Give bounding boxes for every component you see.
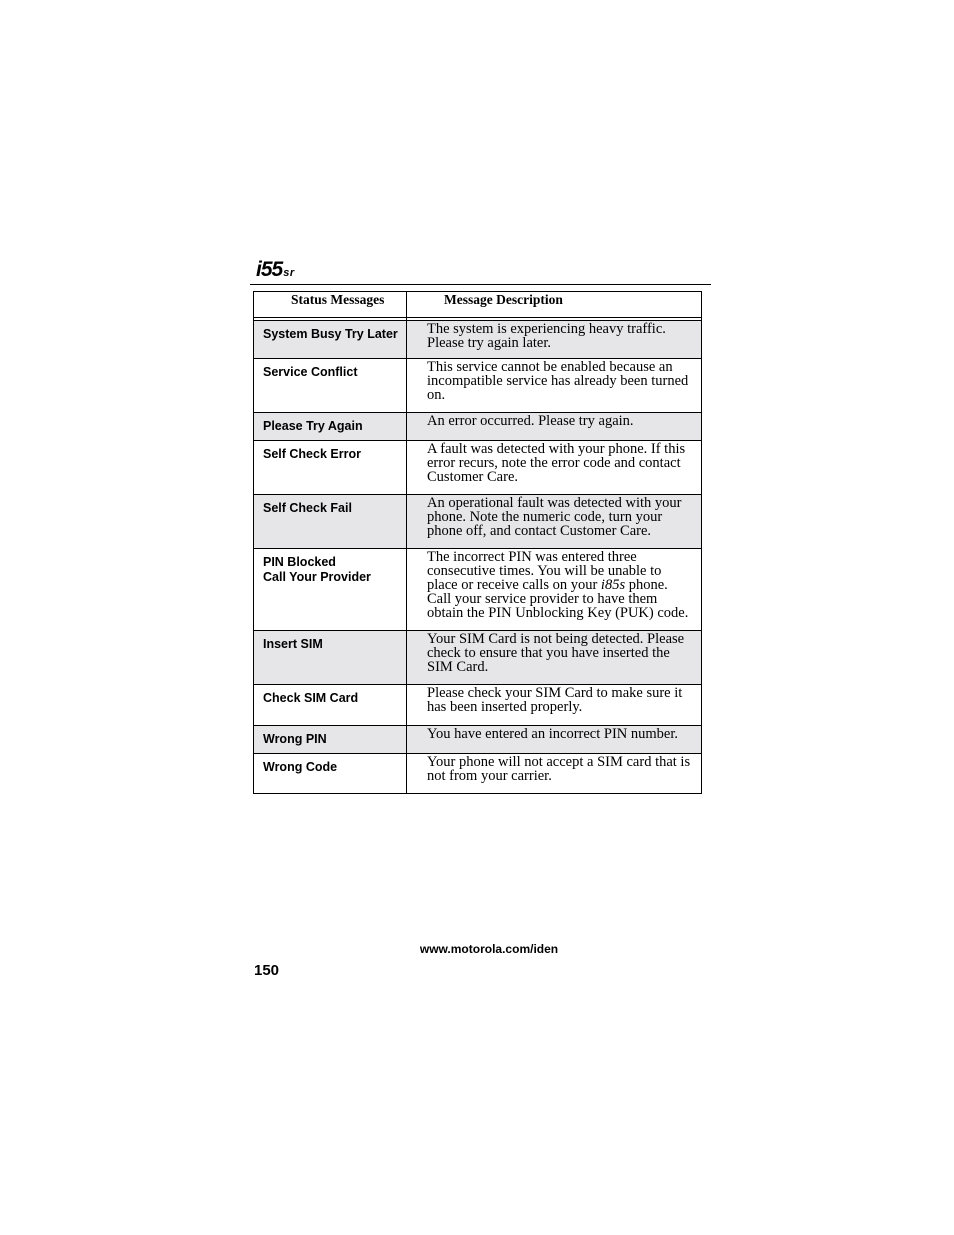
status-message-name — [254, 413, 407, 441]
status-message-name — [254, 359, 407, 413]
status-message-line: Service Conflict — [263, 365, 358, 379]
status-message-name — [254, 726, 407, 754]
description-text: The incorrect PIN was entered three consecutive times. You will be unable to place or receive calls on your — [427, 549, 662, 593]
table-row — [254, 321, 702, 359]
status-message-name — [254, 754, 407, 794]
logo-suffix: sr — [283, 267, 295, 279]
message-description: The system is experiencing heavy traffic. Please try again later. — [407, 321, 702, 359]
status-message-name — [254, 495, 407, 549]
status-message-line: Self Check Error — [263, 447, 361, 461]
header-rule — [250, 284, 711, 285]
status-message-line: Insert SIM — [263, 637, 323, 651]
table-row — [254, 549, 702, 631]
status-messages-table — [253, 291, 702, 794]
status-message-line: PIN Blocked — [263, 555, 336, 569]
status-message-name — [254, 441, 407, 495]
status-message-line: Self Check Fail — [263, 501, 352, 515]
message-description: Your phone will not accept a SIM card that is not from your carrier. — [407, 754, 702, 794]
message-description: An operational fault was detected with your phone. Note the numeric code, turn your phone off, and contact Customer Care. — [407, 495, 702, 549]
column-header-status: Status Messages — [254, 292, 407, 318]
model-name-italic: i85s — [600, 577, 626, 593]
table-row — [254, 495, 702, 549]
status-message-line: Call Your Provider — [263, 570, 371, 584]
status-message-line: Check SIM Card — [263, 691, 359, 705]
message-description — [407, 549, 702, 631]
status-message-line: Wrong Code — [263, 760, 338, 774]
table-row — [254, 441, 702, 495]
status-message-name — [254, 685, 407, 726]
message-description: Please check your SIM Card to make sure it has been inserted properly. — [407, 685, 702, 726]
footer-url: www.motorola.com/iden — [419, 942, 559, 956]
status-message-line: System Busy Try Later — [263, 327, 398, 341]
status-message-name — [254, 321, 407, 359]
message-description: This service cannot be enabled because an incompatible service has already been turned on. — [407, 359, 702, 413]
table-row — [254, 685, 702, 726]
status-message-name — [254, 631, 407, 685]
message-description: A fault was detected with your phone. If this error recurs, note the error code and contact Customer Care. — [407, 441, 702, 495]
status-message-line: Wrong PIN — [263, 732, 327, 746]
table-header-row — [254, 292, 702, 318]
message-description: An error occurred. Please try again. — [407, 413, 702, 441]
message-description: You have entered an incorrect PIN number. — [407, 726, 702, 754]
status-message-name — [254, 549, 407, 631]
table-row — [254, 359, 702, 413]
product-logo — [256, 259, 295, 280]
page-number: 150 — [254, 962, 280, 979]
column-header-description: Message Description — [407, 292, 702, 318]
status-message-line: Please Try Again — [263, 419, 363, 433]
message-description: Your SIM Card is not being detected. Please check to ensure that you have inserted the SIM Card. — [407, 631, 702, 685]
description-text: phone. Call your service provider to have them obtain the PIN Unblocking Key (PUK) code. — [427, 577, 689, 621]
logo-model: i55 — [256, 258, 283, 281]
table-row — [254, 726, 702, 754]
table-row — [254, 754, 702, 794]
table-row — [254, 413, 702, 441]
table-row — [254, 631, 702, 685]
